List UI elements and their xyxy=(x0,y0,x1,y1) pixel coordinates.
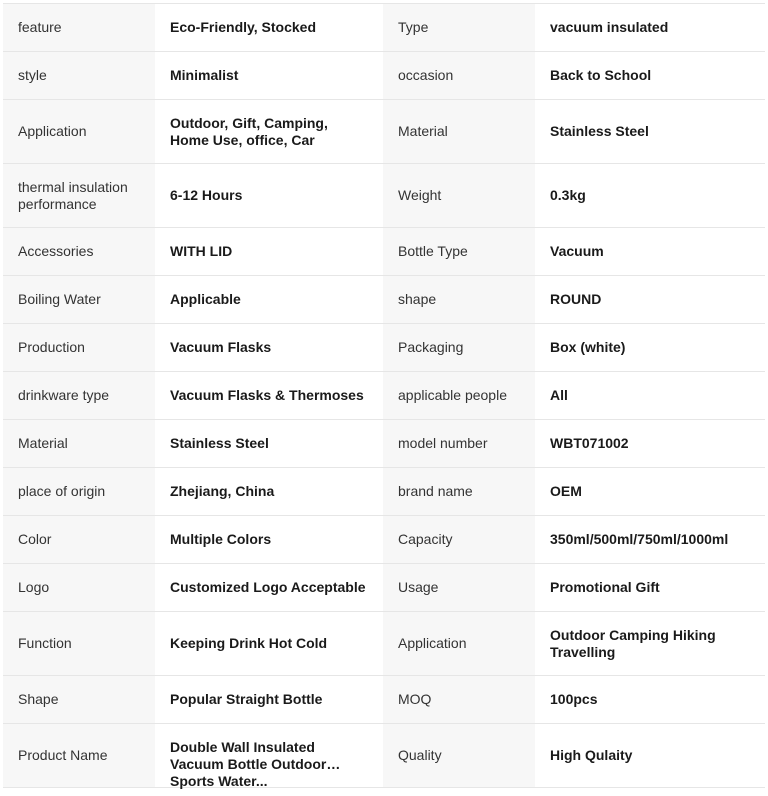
spec-key: Material xyxy=(383,100,535,164)
spec-value: High Qulaity xyxy=(535,724,765,788)
spec-table-body xyxy=(3,4,765,788)
spec-value: WBT071002 xyxy=(535,420,765,468)
spec-value: Outdoor, Gift, Camping, Home Use, office, Car xyxy=(155,100,383,164)
spec-key: Packaging xyxy=(383,324,535,372)
table-row xyxy=(3,164,765,228)
spec-value: Zhejiang, China xyxy=(155,468,383,516)
table-row xyxy=(3,676,765,724)
spec-value: 6-12 Hours xyxy=(155,164,383,228)
spec-value: 0.3kg xyxy=(535,164,765,228)
spec-key: Boiling Water xyxy=(3,276,155,324)
spec-value: Vacuum Flasks xyxy=(155,324,383,372)
spec-key: MOQ xyxy=(383,676,535,724)
spec-value: Vacuum xyxy=(535,228,765,276)
table-row xyxy=(3,724,765,788)
spec-value: Customized Logo Acceptable xyxy=(155,564,383,612)
spec-value: All xyxy=(535,372,765,420)
spec-key: style xyxy=(3,52,155,100)
table-row xyxy=(3,52,765,100)
spec-key: Capacity xyxy=(383,516,535,564)
table-row xyxy=(3,100,765,164)
spec-key: Color xyxy=(3,516,155,564)
table-row xyxy=(3,516,765,564)
table-row xyxy=(3,4,765,52)
spec-value: OEM xyxy=(535,468,765,516)
spec-key: Function xyxy=(3,612,155,676)
spec-key: drinkware type xyxy=(3,372,155,420)
table-row xyxy=(3,612,765,676)
spec-value: vacuum insulated xyxy=(535,4,765,52)
spec-value: Back to School xyxy=(535,52,765,100)
table-row xyxy=(3,420,765,468)
spec-key: model number xyxy=(383,420,535,468)
spec-key: Quality xyxy=(383,724,535,788)
spec-key: occasion xyxy=(383,52,535,100)
spec-value: Applicable xyxy=(155,276,383,324)
spec-value: 350ml/500ml/750ml/1000ml xyxy=(535,516,765,564)
spec-value: Multiple Colors xyxy=(155,516,383,564)
table-row xyxy=(3,276,765,324)
spec-value xyxy=(155,724,383,788)
spec-key: applicable people xyxy=(383,372,535,420)
spec-key: brand name xyxy=(383,468,535,516)
spec-key: Production xyxy=(3,324,155,372)
spec-key: Product Name xyxy=(3,724,155,788)
spec-value: 100pcs xyxy=(535,676,765,724)
spec-value: WITH LID xyxy=(155,228,383,276)
spec-key: Accessories xyxy=(3,228,155,276)
product-name-value: Double Wall Insulated Vacuum Bottle Outdoor Sports Water... xyxy=(170,738,327,789)
spec-value: Promotional Gift xyxy=(535,564,765,612)
table-row xyxy=(3,564,765,612)
spec-value: Box (white) xyxy=(535,324,765,372)
product-spec-table xyxy=(3,3,765,788)
spec-key: place of origin xyxy=(3,468,155,516)
spec-key: Logo xyxy=(3,564,155,612)
table-row xyxy=(3,468,765,516)
spec-value: Stainless Steel xyxy=(535,100,765,164)
spec-key: Bottle Type xyxy=(383,228,535,276)
spec-key: thermal insulation performance xyxy=(3,164,155,228)
spec-value: Stainless Steel xyxy=(155,420,383,468)
table-row xyxy=(3,228,765,276)
spec-key: Type xyxy=(383,4,535,52)
spec-key: Weight xyxy=(383,164,535,228)
table-row xyxy=(3,372,765,420)
spec-key: shape xyxy=(383,276,535,324)
spec-key: Application xyxy=(383,612,535,676)
spec-value: Keeping Drink Hot Cold xyxy=(155,612,383,676)
spec-value: Popular Straight Bottle xyxy=(155,676,383,724)
spec-key: Application xyxy=(3,100,155,164)
table-row xyxy=(3,324,765,372)
spec-value: Outdoor Camping Hiking Travelling xyxy=(535,612,765,676)
spec-value: Eco-Friendly, Stocked xyxy=(155,4,383,52)
spec-key: Usage xyxy=(383,564,535,612)
spec-key: feature xyxy=(3,4,155,52)
spec-value: Vacuum Flasks & Thermoses xyxy=(155,372,383,420)
spec-key: Shape xyxy=(3,676,155,724)
spec-value: Minimalist xyxy=(155,52,383,100)
spec-key: Material xyxy=(3,420,155,468)
spec-value: ROUND xyxy=(535,276,765,324)
